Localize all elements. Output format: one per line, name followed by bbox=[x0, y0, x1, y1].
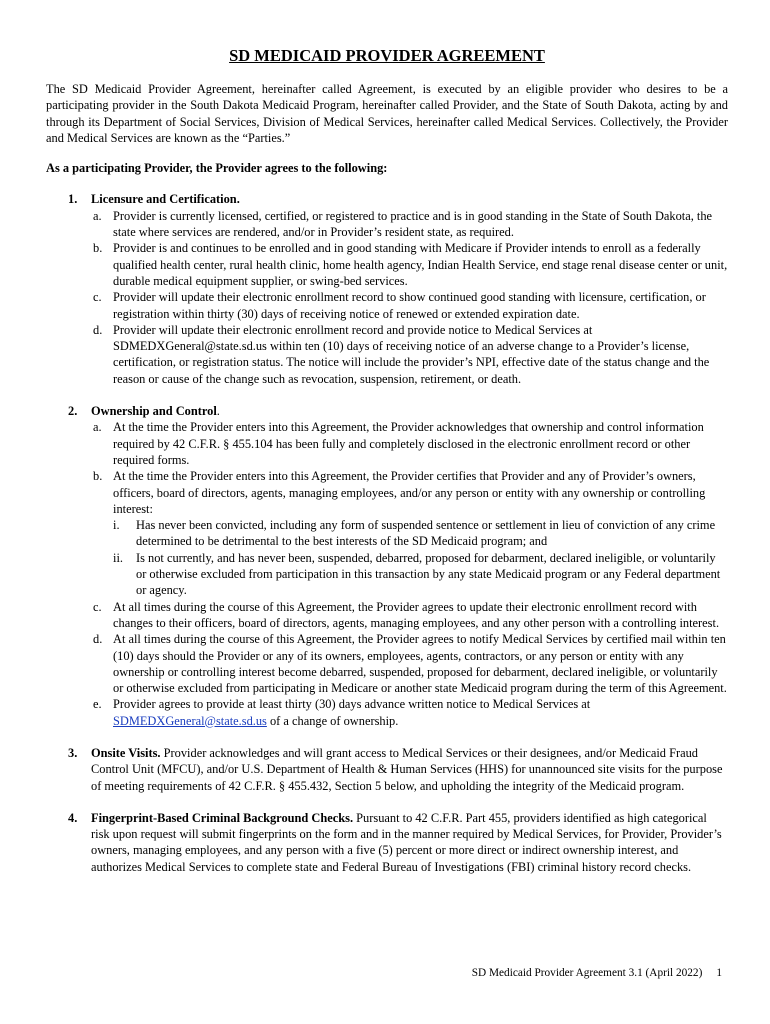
roman-label: ii. bbox=[113, 550, 123, 565]
document-page bbox=[46, 46, 728, 891]
section-number: 4. bbox=[68, 810, 78, 825]
item-label: c. bbox=[93, 599, 102, 614]
page-title: SD MEDICAID PROVIDER AGREEMENT bbox=[229, 46, 545, 65]
item-text: Provider is currently licensed, certified, or registered to practice and is in good standing in the State of South Dakota, the state where services are rendered, and/or in Provider’s resident state, as required. bbox=[113, 208, 713, 240]
section-fingerprint-checks bbox=[46, 810, 728, 875]
subsection-list bbox=[91, 419, 728, 729]
item-text: Provider agrees to provide at least thirty (30) days advance written notice to Medical Services at bbox=[113, 697, 591, 712]
roman-list bbox=[113, 517, 728, 598]
section-heading: Onsite Visits. bbox=[91, 745, 161, 760]
list-item bbox=[91, 289, 728, 322]
heading-period: . bbox=[216, 404, 220, 419]
item-label: c. bbox=[93, 290, 102, 305]
item-text: At all times during the course of this Agreement, the Provider agrees to update their electronic enrollment record with changes to their officers, board of directors, agents, managing employees, and any other person with a controlling interest. bbox=[113, 599, 720, 630]
item-text: At the time the Provider enters into this Agreement, the Provider acknowledges that ownership and control information required by 42 C.F.R. § 455.104 has been fully and completely disclosed in the electronic enrollment record or other required forms. bbox=[113, 420, 704, 467]
item-text: At all times during the course of this Agreement, the Provider agrees to notify Medical Services by certified mail within ten (10) days should the Provider or any of its owners, employees, agents, contractors, or any person or entity with any ownership or controlling interest become debarred, suspended, proposed for debarment, declared ineligible, or voluntarily or otherwise excluded from participating in Medicare or another state Medicaid program during the term of this Agreement. bbox=[113, 632, 727, 696]
roman-label: i. bbox=[113, 518, 120, 533]
item-text: Provider is and continues to be enrolled and in good standing with Medicare if Provider intends to enroll as a federally qualified health center, rural health clinic, home health agency, Indian Health Service, end stage renal disease center or unit, durable medical equipment supplier, or swing-bed services. bbox=[113, 241, 728, 288]
item-label: b. bbox=[93, 241, 103, 256]
list-item bbox=[91, 240, 728, 289]
page-number: 1 bbox=[716, 967, 722, 979]
list-item bbox=[91, 599, 728, 632]
item-text: Provider will update their electronic enrollment record and provide notice to Medical Services at SDMEDXGeneral@state.sd.us within ten (10) days of receiving notice of an adverse change to a Provider’s license, certification, or registration status. The notice will include the provider’s NPI, effective date of the status change and the reason or cause of the change such as revocation, suspension, retirement, or death. bbox=[113, 322, 710, 386]
roman-item bbox=[113, 550, 728, 599]
list-item bbox=[91, 631, 728, 696]
section-onsite-visits bbox=[46, 745, 728, 794]
section-body: Pursuant to 42 C.F.R. Part 455, providers identified as high categorical risk upon request will submit fingerprints on the form and in the manner required by Medical Services, for Provider, Provider’s owners, managing employees, and any person with a five (5) percent or more direct or indirect ownership interest, and authorizes Medical Services to complete state and Federal Bureau of Investigations (FBI) criminal history record checks. bbox=[91, 810, 722, 874]
section-licensure bbox=[46, 191, 728, 387]
item-text: of a change of ownership. bbox=[266, 713, 399, 728]
item-label: b. bbox=[93, 469, 103, 484]
item-text: Has never been convicted, including any form of suspended sentence or settlement in lieu of conviction of any crime determined to be detrimental to the best interests of the SD Medicaid program; and bbox=[136, 518, 716, 549]
list-item bbox=[91, 208, 728, 241]
page-footer bbox=[0, 965, 722, 981]
email-link[interactable]: SDMEDXGeneral@state.sd.us bbox=[113, 713, 267, 728]
lead-statement: As a participating Provider, the Provider agrees to the following: bbox=[46, 161, 388, 176]
section-number: 2. bbox=[68, 404, 78, 419]
item-label: a. bbox=[93, 208, 102, 223]
section-ownership bbox=[46, 403, 728, 729]
item-label: d. bbox=[93, 322, 103, 337]
item-label: e. bbox=[93, 697, 102, 712]
sections-list bbox=[46, 191, 728, 875]
roman-item bbox=[113, 517, 728, 550]
item-label: a. bbox=[93, 420, 102, 435]
footer-text: SD Medicaid Provider Agreement 3.1 (April 2022) bbox=[471, 967, 703, 979]
section-heading: Licensure and Certification. bbox=[91, 192, 240, 207]
section-heading: Ownership and Control bbox=[91, 404, 217, 419]
list-item bbox=[91, 322, 728, 387]
item-text: Provider will update their electronic enrollment record to show continued good standing with licensure, certification, or registration within thirty (30) days of receiving notice of renewed or extended expiration date. bbox=[113, 290, 706, 321]
section-heading: Fingerprint-Based Criminal Background Checks. bbox=[91, 810, 354, 825]
item-label: d. bbox=[93, 632, 103, 647]
item-text: At the time the Provider enters into this Agreement, the Provider certifies that Provider and any of Provider’s owners, officers, board of directors, agents, managing employees, and/or any person or entity with any ownership or controlling interest: bbox=[113, 469, 706, 516]
list-item bbox=[91, 419, 728, 468]
section-number: 3. bbox=[68, 745, 78, 760]
subsection-list bbox=[91, 208, 728, 387]
intro-paragraph: The SD Medicaid Provider Agreement, hereinafter called Agreement, is executed by an eligible provider who desires to be a participating provider in the South Dakota Medicaid Program, hereinafter called Provider, and the State of South Dakota, acting by and through its Department of Social Services, Division of Medical Services, hereinafter called Medical Services. Collectively, the Provider and Medical Services are known as the “Parties.” bbox=[46, 82, 728, 145]
section-body: Provider acknowledges and will grant access to Medical Services or their designees, and/or Medicaid Fraud Control Unit (MFCU), and/or U.S. Department of Health & Human Services (HHS) for unannounced site visits for the purpose of meeting requirements of 42 C.F.R. § 455.432, Section 5 below, and upholding the integrity of the Medicaid program. bbox=[91, 745, 723, 793]
list-item bbox=[91, 468, 728, 598]
section-number: 1. bbox=[68, 192, 78, 207]
item-text: Is not currently, and has never been, suspended, debarred, proposed for debarment, declared ineligible, or voluntarily or otherwise excluded from participation in this transaction by any state Medicaid program or any Federal department or agency. bbox=[136, 550, 721, 598]
list-item bbox=[91, 696, 728, 729]
